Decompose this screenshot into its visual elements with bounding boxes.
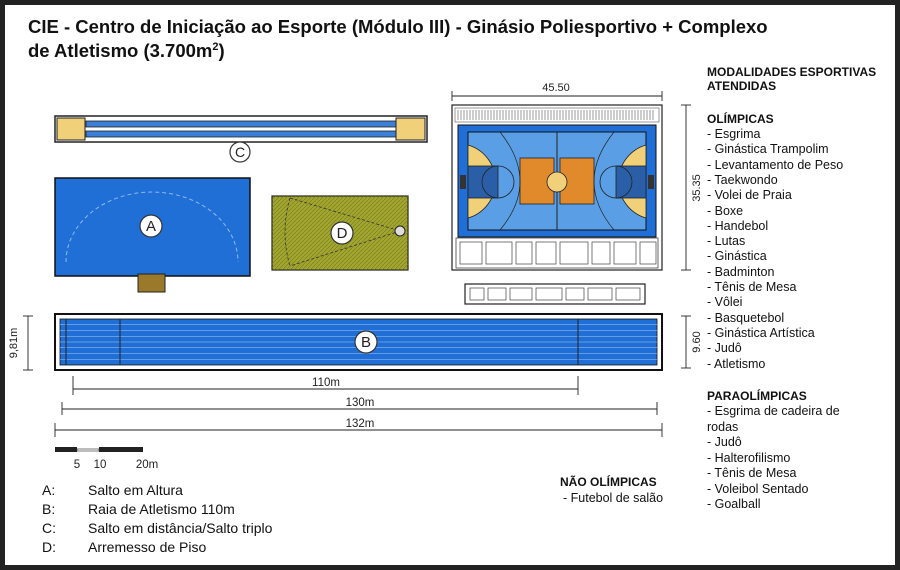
olympic-item: - Atletismo xyxy=(707,356,766,371)
dim-110-label: 110m xyxy=(312,377,340,389)
olympic-item: - Handebol xyxy=(707,218,769,233)
olympic-item: - Ginástica Trampolim xyxy=(707,142,829,157)
olympic-item: - Ginástica xyxy=(707,249,767,264)
page-title: CIE - Centro de Iniciação ao Esporte (Módulo III) - Ginásio Poliesportivo + Complexo xyxy=(28,16,768,37)
scale-5: 5 xyxy=(73,459,81,471)
track-height-label: 9,81m xyxy=(8,327,20,359)
gym-width-label: 45.50 xyxy=(542,82,570,94)
olympic-item: - Taekwondo xyxy=(707,172,778,187)
olympic-item: - Judô xyxy=(707,341,742,356)
legend-key: D: xyxy=(42,539,56,555)
annex-building xyxy=(465,284,645,304)
olympic-item: - Basquetebol xyxy=(707,310,785,325)
high-jump-area xyxy=(55,178,250,292)
legend-text: Raia de Atletismo 110m xyxy=(88,501,235,517)
scale-10: 10 xyxy=(93,459,107,471)
paralympic-item: - Goalball xyxy=(707,497,761,511)
olympic-item: - Boxe xyxy=(707,203,744,218)
gymnasium-plan xyxy=(452,105,662,270)
page-title-line2: de Atletismo $(3.700m^2)$ xyxy=(28,40,225,61)
gym-height-label: 35.35 xyxy=(691,174,703,202)
olympic-item: - Vôlei xyxy=(707,295,743,310)
legend-text: Arremesso de Piso xyxy=(88,539,207,555)
area-a-label: A xyxy=(145,218,157,235)
olympic-item: - Volei de Praia xyxy=(707,188,792,203)
legend-text: Salto em Altura xyxy=(88,482,183,498)
non-olympic-heading: NÃO OLÍMPICAS xyxy=(560,475,657,489)
olympic-item: - Esgrima xyxy=(707,127,761,141)
area-b-label: B xyxy=(360,334,372,351)
olympic-item: - Levantamento de Peso xyxy=(707,157,844,172)
scale-20: 20m xyxy=(135,459,159,471)
paralympic-item: rodas xyxy=(707,419,739,434)
legend-key: C: xyxy=(42,520,56,536)
paralympic-item: - Tênis de Mesa xyxy=(707,466,797,480)
legend-key: A: xyxy=(42,482,56,498)
paralympic-heading: PARAOLÍMPICAS xyxy=(707,389,807,403)
dim-132-label: 132m xyxy=(345,418,375,430)
scale-bar xyxy=(55,447,143,452)
olympic-item: - Badminton xyxy=(707,264,775,279)
area-c-label: C xyxy=(234,144,246,160)
athletics-track xyxy=(55,314,662,370)
modalities-heading-2: ATENDIDAS xyxy=(707,79,777,93)
paralympic-item: - Esgrima de cadeira de xyxy=(707,404,840,418)
olympic-heading: OLÍMPICAS xyxy=(707,112,774,126)
olympic-item: - Lutas xyxy=(707,234,746,249)
paralympic-item: - Judô xyxy=(707,435,742,449)
area-d-label: D xyxy=(336,225,348,242)
modalities-heading: MODALIDADES ESPORTIVAS xyxy=(707,65,877,79)
olympic-item: - Ginástica Artística xyxy=(707,325,815,340)
non-olympic-item: - Futebol de salão xyxy=(563,491,664,505)
legend-key: B: xyxy=(42,501,56,517)
paralympic-item: - Halterofilismo xyxy=(707,450,791,465)
paralympic-item: - Voleibol Sentado xyxy=(707,481,809,496)
legend-text: Salto em distância/Salto triplo xyxy=(88,520,273,536)
olympic-item: - Tênis de Mesa xyxy=(707,280,797,294)
dim-130-label: 130m xyxy=(345,397,375,409)
annex-height-label: 9.60 xyxy=(691,331,703,353)
